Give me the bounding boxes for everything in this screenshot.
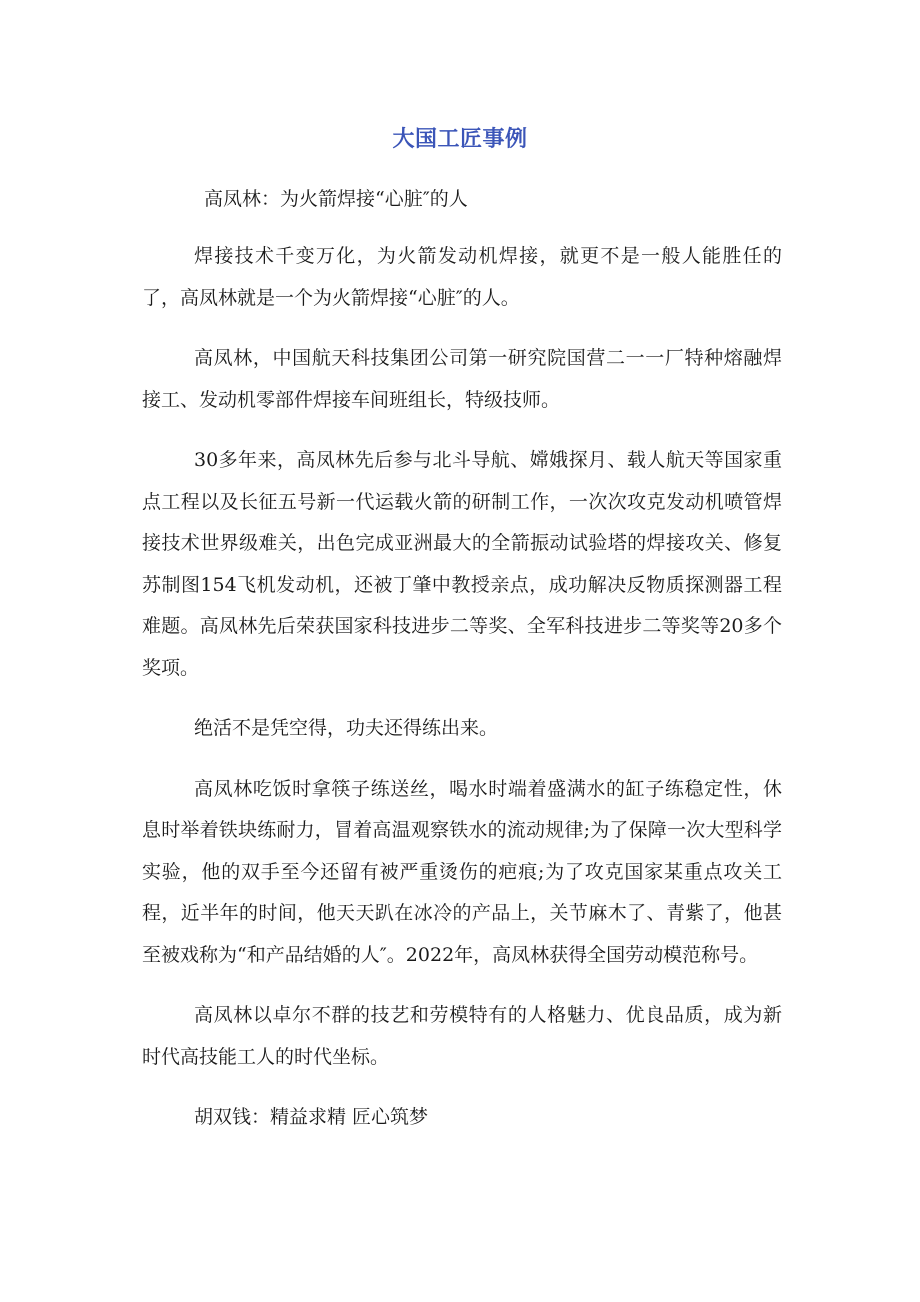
document-body [142, 236, 782, 1158]
section-heading-hu-shuangqian: 胡双钱：精益求精 匠心筑梦 [194, 1106, 429, 1128]
paragraph-training: 高凤林吃饭时拿筷子练送丝，喝水时端着盛满水的缸子练稳定性，休息时举着铁块练耐力，冒着高温观察铁水的流动规律;为了保障一次大型科学实验，他的双手至今还留有被严重烫伤的疤痕;为了攻克国家某重点攻关工程，近半年的时间，他天天趴在冰冷的产品上，关节麻木了、青紫了，他甚至被戏称为“和产品结婚的人″。2022年，高凤林获得全国劳动模范称号。 [142, 777, 782, 966]
section-subtitle: 高凤林：为火箭焊接“心脏″的人 [204, 188, 468, 210]
paragraph-motto: 绝活不是凭空得，功夫还得练出来。 [194, 717, 499, 739]
paragraph-achievements: 30多年来，高凤林先后参与北斗导航、嫦娥探月、载人航天等国家重点工程以及长征五号新一代运载火箭的研制工作，一次次攻克发动机喷管焊接技术世界级难关，出色完成亚洲最大的全箭振动试验塔的焊接攻关、修复苏制图154飞机发动机，还被丁肇中教授亲点，成功解决反物质探测器工程难题。高凤林先后荣获国家科技进步二等奖、全军科技进步二等奖等20多个奖项。 [142, 449, 782, 679]
paragraph-conclusion: 高凤林以卓尔不群的技艺和劳模特有的人格魅力、优良品质，成为新时代高技能工人的时代坐标。 [142, 1004, 782, 1068]
paragraph-intro: 焊接技术千变万化，为火箭发动机焊接，就更不是一般人能胜任的了，高凤林就是一个为火箭焊接“心脏″的人。 [142, 245, 782, 309]
document-title: 大国工匠事例 [392, 127, 528, 152]
paragraph-profile: 高凤林，中国航天科技集团公司第一研究院国营二一一厂特种熔融焊接工、发动机零部件焊接车间班组长，特级技师。 [142, 347, 782, 411]
